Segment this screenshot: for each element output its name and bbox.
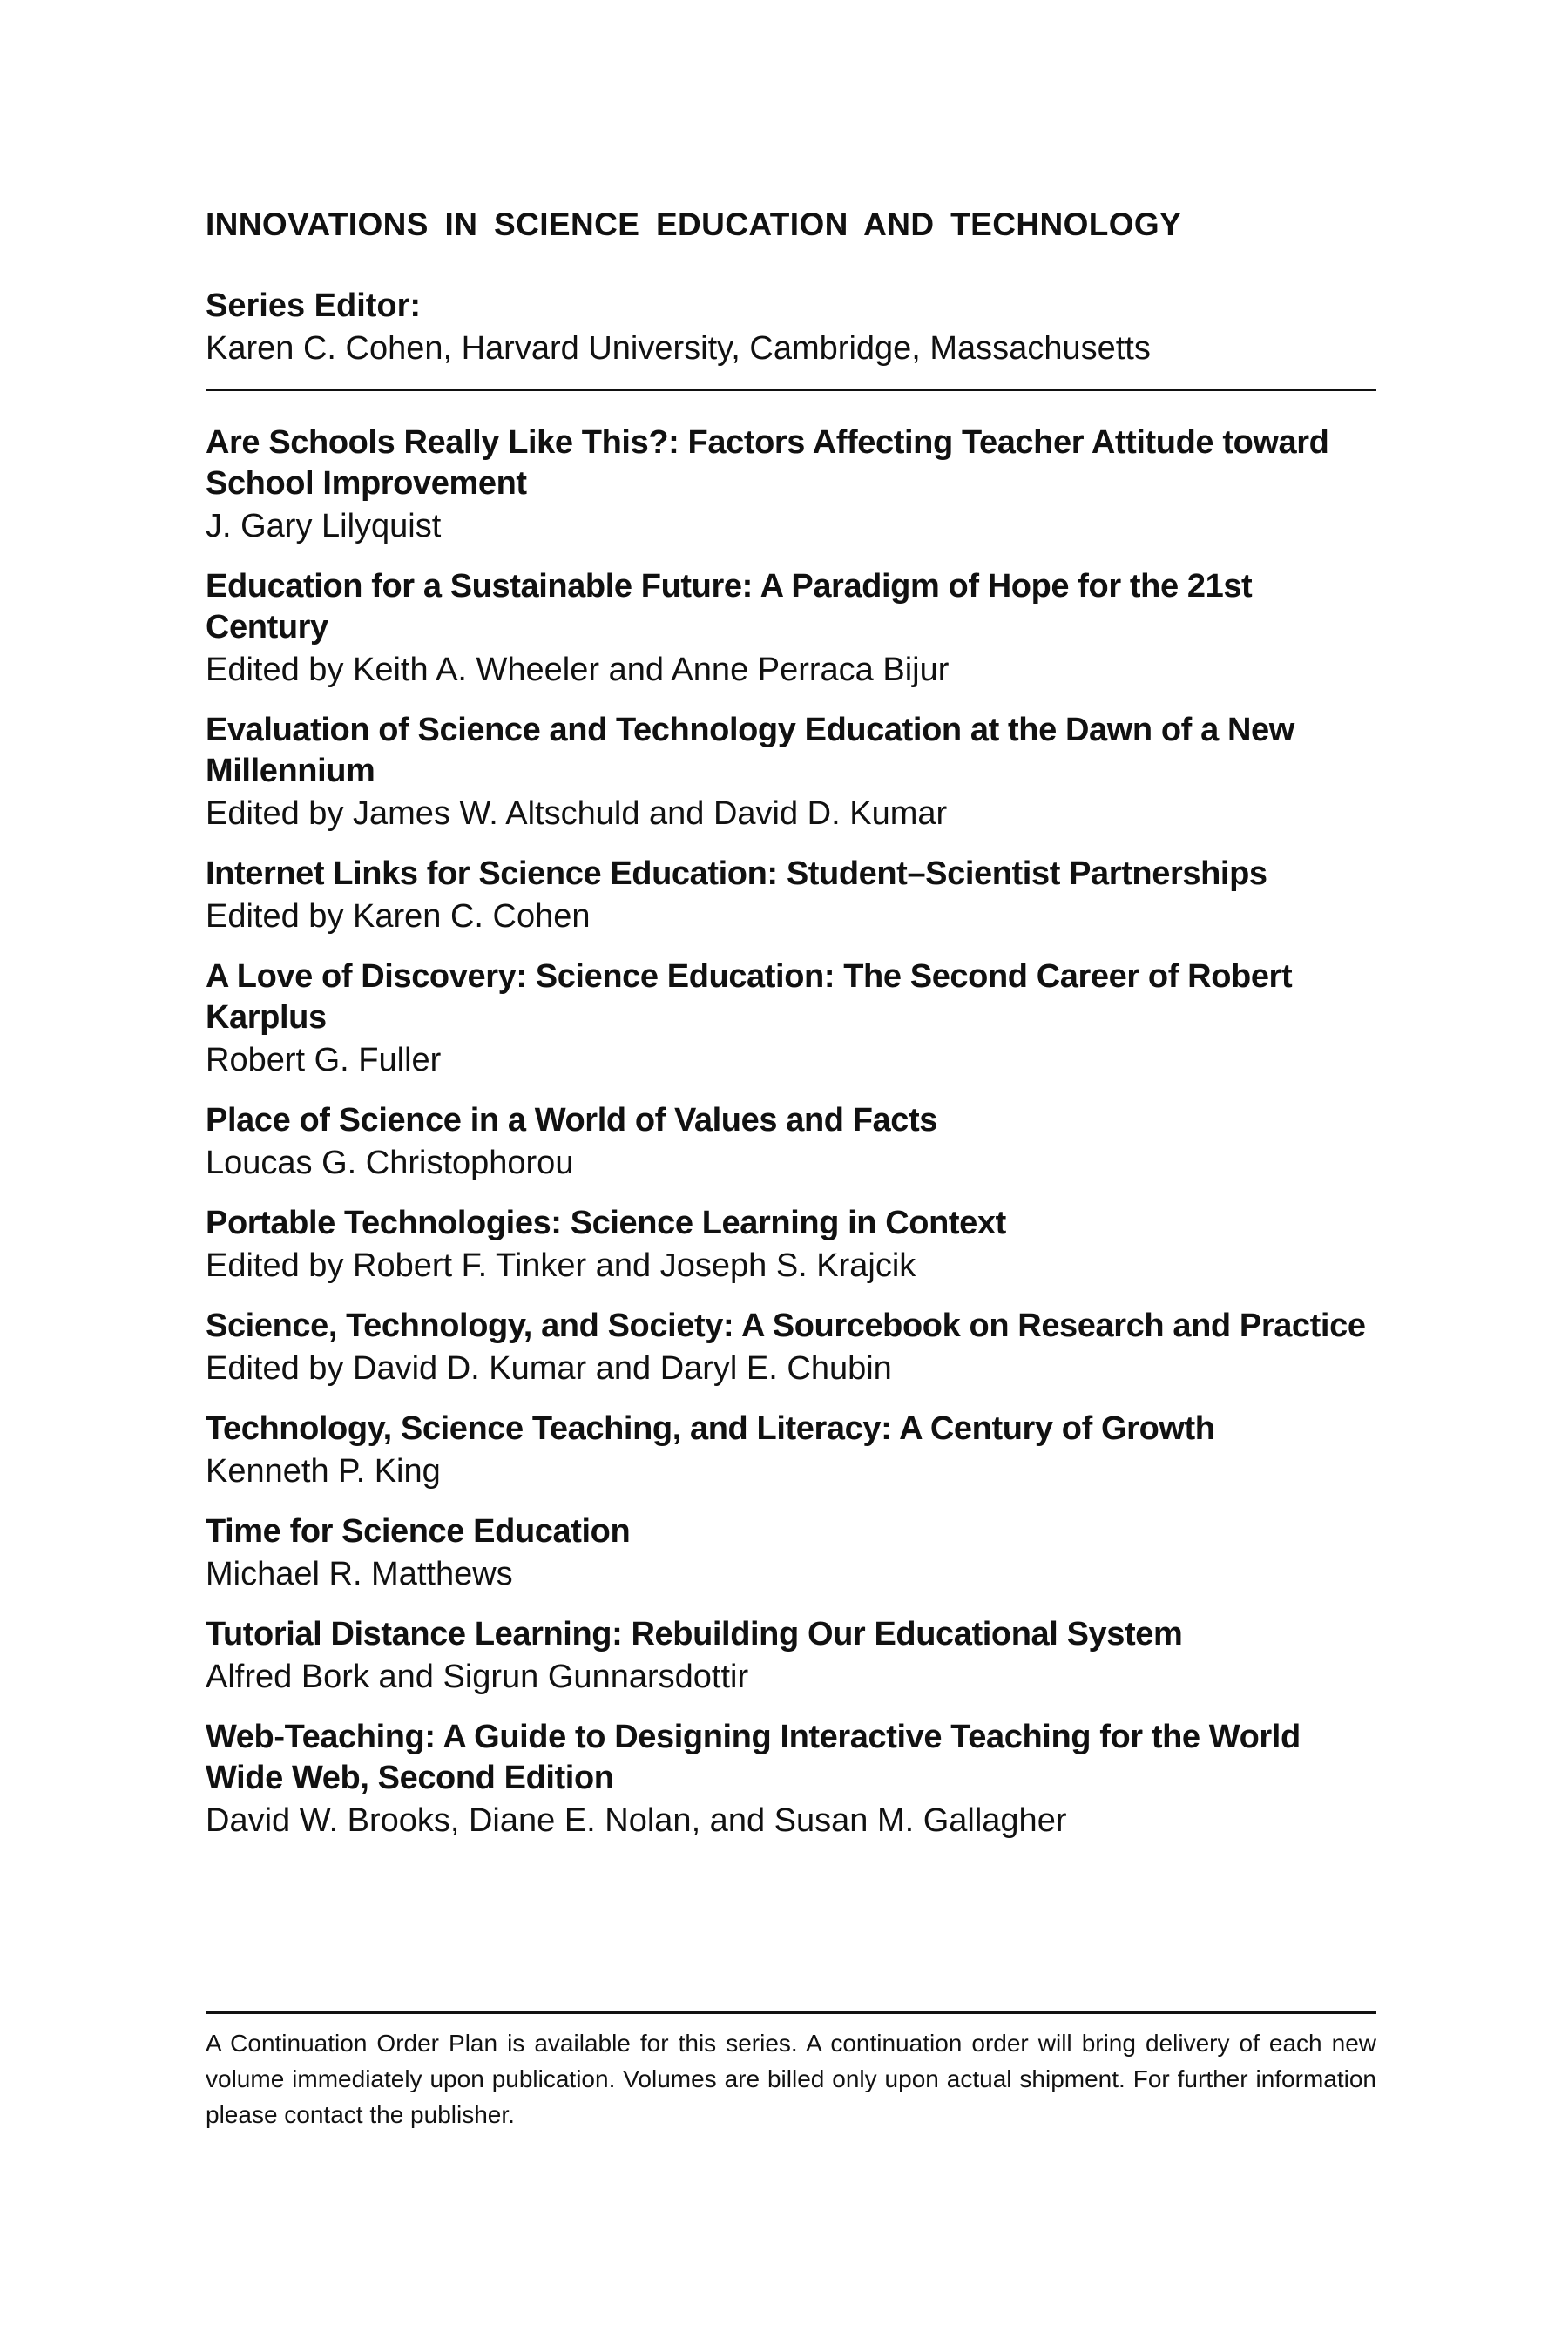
book-author: David W. Brooks, Diane E. Nolan, and Susan M. Gallagher <box>206 1802 1067 1839</box>
continuation-order-note: A Continuation Order Plan is available for this series. A continuation order will bring delivery of each new volume immediately upon publication. Volumes are billed only upon actual shipment. For further information please contact the publisher. <box>206 2030 1376 2128</box>
book-title: Evaluation of Science and Technology Education at the Dawn of a New Millennium <box>206 712 1294 789</box>
book-title: Web-Teaching: A Guide to Designing Interactive Teaching for the World Wide Web, Second Edition <box>206 1719 1301 1796</box>
series-title: INNOVATIONS IN SCIENCE EDUCATION AND TECHNOLOGY <box>206 206 1182 242</box>
book-entry <box>206 710 1376 835</box>
book-author: Edited by David D. Kumar and Daryl E. Chubin <box>206 1350 892 1387</box>
book-author: Edited by Robert F. Tinker and Joseph S. Krajcik <box>206 1247 916 1284</box>
book-title: Science, Technology, and Society: A Sourcebook on Research and Practice <box>206 1308 1366 1344</box>
book-entry <box>206 1306 1376 1390</box>
book-list <box>206 422 1376 1842</box>
book-entry <box>206 854 1376 938</box>
book-title: Are Schools Really Like This?: Factors Affecting Teacher Attitude toward School Improvement <box>206 424 1329 502</box>
book-author: Edited by James W. Altschuld and David D. Kumar <box>206 795 948 832</box>
book-title: A Love of Discovery: Science Education: The Second Career of Robert Karplus <box>206 958 1293 1036</box>
book-entry <box>206 1100 1376 1185</box>
book-title: Tutorial Distance Learning: Rebuilding Our Educational System <box>206 1616 1183 1652</box>
book-entry <box>206 1203 1376 1288</box>
book-title: Place of Science in a World of Values and Facts <box>206 1102 938 1139</box>
book-title: Internet Links for Science Education: Student–Scientist Partnerships <box>206 855 1267 892</box>
book-entry <box>206 1614 1376 1699</box>
series-editor-name: Karen C. Cohen, Harvard University, Cambridge, Massachusetts <box>206 326 1376 391</box>
book-author: Edited by Karen C. Cohen <box>206 898 591 935</box>
footnote-divider <box>206 2011 1376 2014</box>
book-entry <box>206 956 1376 1082</box>
book-entry <box>206 566 1376 692</box>
book-author: Kenneth P. King <box>206 1453 441 1490</box>
book-entry <box>206 1717 1376 1842</box>
series-page <box>206 206 1376 1861</box>
book-author: Edited by Keith A. Wheeler and Anne Perraca Bijur <box>206 652 950 688</box>
book-title: Portable Technologies: Science Learning in Context <box>206 1205 1006 1241</box>
book-author: J. Gary Lilyquist <box>206 508 442 544</box>
book-author: Michael R. Matthews <box>206 1556 513 1592</box>
book-author: Robert G. Fuller <box>206 1042 442 1078</box>
book-entry <box>206 422 1376 548</box>
book-author: Alfred Bork and Sigrun Gunnarsdottir <box>206 1659 749 1695</box>
book-entry <box>206 1511 1376 1596</box>
book-title: Education for a Sustainable Future: A Paradigm of Hope for the 21st Century <box>206 568 1253 645</box>
series-editor-label: Series Editor: <box>206 287 422 324</box>
book-entry <box>206 1409 1376 1493</box>
book-author: Loucas G. Christophorou <box>206 1145 574 1181</box>
book-title: Time for Science Education <box>206 1513 631 1550</box>
book-title: Technology, Science Teaching, and Literacy: A Century of Growth <box>206 1410 1215 1447</box>
